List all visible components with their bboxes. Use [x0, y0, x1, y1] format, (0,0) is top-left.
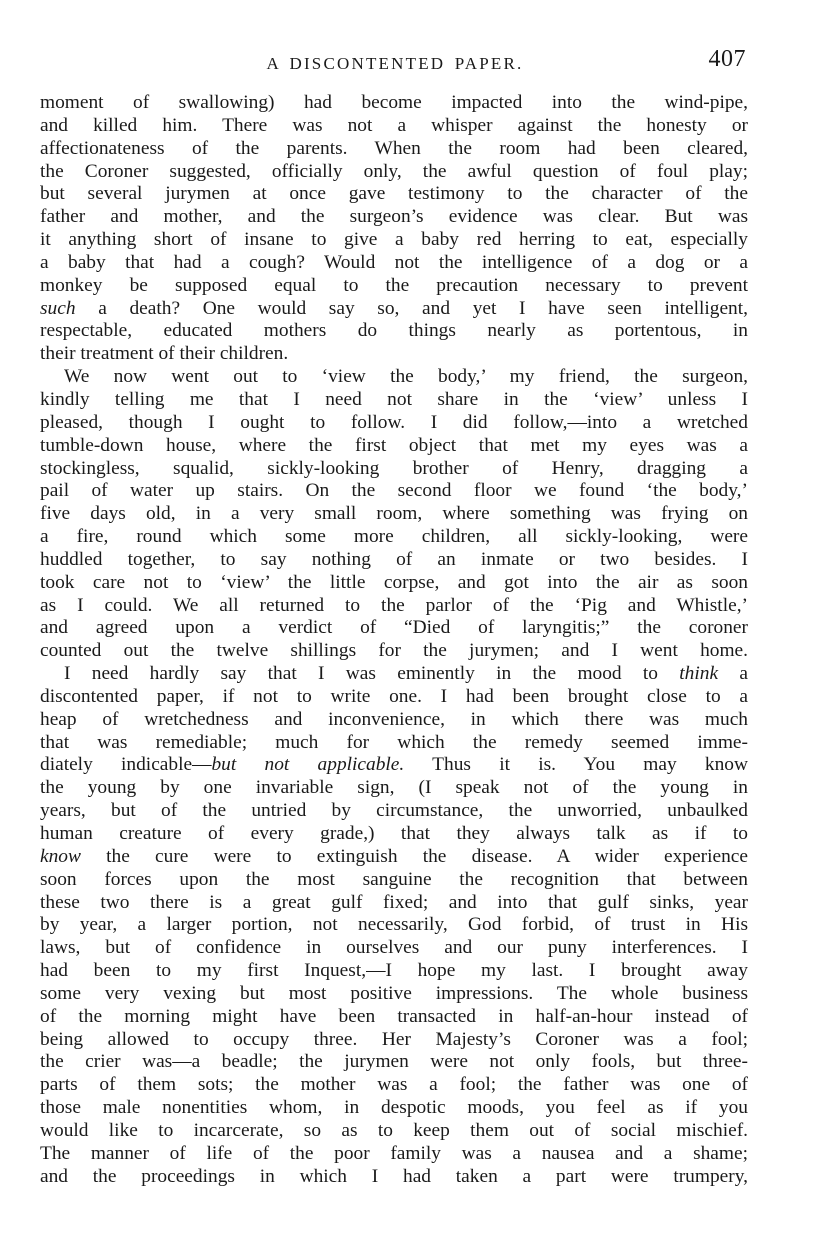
text-line: affectionateness of the parents. When the room had been cleared,	[40, 137, 748, 159]
italic-text: know	[40, 845, 81, 867]
text-line: the crier was—a beadle; the jurymen were not only fools, but three-	[40, 1051, 748, 1073]
text-line: monkey be supposed equal to the precaution necessary to prevent	[40, 274, 748, 296]
text-line: counted out the twelve shillings for the jurymen; and I went home.	[40, 640, 748, 662]
text-segment: a death? One would say so, and yet I have seen intelligent,	[75, 297, 748, 319]
text-line: that was remediable; much for which the remedy seemed imme-	[40, 731, 748, 753]
text-line: and agreed upon a verdict of “Died of laryngitis;” the coroner	[40, 617, 748, 639]
text-line: pleased, though I ought to follow. I did follow,—into a wretched	[40, 411, 748, 433]
text-line: father and mother, and the surgeon’s evidence was clear. But was	[40, 206, 748, 228]
text-line	[40, 298, 748, 321]
text-line: being allowed to occupy three. Her Majesty’s Coroner was a fool;	[40, 1028, 748, 1050]
text-line: a baby that had a cough? Would not the intelligence of a dog or a	[40, 251, 748, 273]
text-line: as I could. We all returned to the parlor of the ‘Pig and Whistle,’	[40, 594, 748, 616]
text-line	[40, 663, 748, 686]
page-number: 407	[708, 46, 746, 72]
text-line: of the morning might have been transacted in half-an-hour instead of	[40, 1005, 748, 1027]
text-line: and the proceedings in which I had taken a part were trumpery,	[40, 1165, 748, 1187]
italic-text: such	[40, 297, 76, 319]
text-line	[40, 754, 748, 777]
text-line: years, but of the untried by circumstance, the unworried, unbaulked	[40, 800, 748, 822]
text-segment: Thus it is. You may know	[404, 754, 749, 776]
text-line: those male nonentities whom, in despotic moods, you feel as if you	[40, 1097, 748, 1119]
text-line: took care not to ‘view’ the little corpse, and got into the air as soon	[40, 571, 748, 593]
text-line: laws, but of confidence in ourselves and our puny interferences. I	[40, 937, 748, 959]
text-segment: I need hardly say that I was eminently in the mood to	[64, 663, 680, 685]
italic-text: think	[679, 663, 719, 685]
text-line: pail of water up stairs. On the second floor we found ‘the body,’	[40, 480, 748, 502]
text-line: soon forces upon the most sanguine the recognition that between	[40, 868, 748, 890]
text-segment: diately indicable—	[40, 754, 212, 776]
text-line: The manner of life of the poor family was a nausea and a shame;	[40, 1142, 748, 1164]
text-line: heap of wretchedness and inconvenience, in which there was much	[40, 708, 748, 730]
text-line: would like to incarcerate, so as to keep them out of social mischief.	[40, 1119, 748, 1141]
text-line: but several jurymen at once gave testimony to the character of the	[40, 183, 748, 205]
italic-text: but not applicable.	[211, 754, 405, 776]
text-segment: a	[718, 663, 748, 685]
text-line: and killed him. There was not a whisper against the honesty or	[40, 114, 748, 136]
text-line: huddled together, to say nothing of an inmate or two besides. I	[40, 548, 748, 570]
running-head	[40, 46, 750, 80]
text-line: tumble-down house, where the first object that met my eyes was a	[40, 434, 748, 456]
text-line: some very vexing but most positive impressions. The whole business	[40, 982, 748, 1004]
text-segment: the cure were to extinguish the disease. A wider experience	[80, 845, 748, 867]
body-text	[40, 92, 748, 1189]
text-line: human creature of every grade,) that they always talk as if to	[40, 823, 748, 844]
text-line: moment of swallowing) had become impacted into the wind-pipe,	[40, 92, 748, 113]
text-line: these two there is a great gulf fixed; and into that gulf sinks, year	[40, 891, 748, 913]
running-title: A DISCONTENTED PAPER.	[266, 54, 524, 73]
text-line: by year, a larger portion, not necessarily, God forbid, of trust in His	[40, 914, 748, 936]
text-line: a fire, round which some more children, all sickly-looking, were	[40, 526, 748, 548]
text-line: the Coroner suggested, officially only, the awful question of foul play;	[40, 160, 748, 182]
text-line: five days old, in a very small room, where something was frying on	[40, 503, 748, 525]
text-line: parts of them sots; the mother was a fool; the father was one of	[40, 1074, 748, 1096]
text-line: the young by one invariable sign, (I speak not of the young in	[40, 777, 748, 799]
text-line	[40, 846, 748, 869]
text-line: their treatment of their children.	[40, 343, 289, 365]
text-line: stockingless, squalid, sickly-looking brother of Henry, dragging a	[40, 457, 748, 479]
text-line: had been to my first Inquest,—I hope my last. I brought away	[40, 960, 748, 982]
text-line: discontented paper, if not to write one. I had been brought close to a	[40, 685, 748, 707]
text-line: it anything short of insane to give a baby red herring to eat, especially	[40, 229, 748, 251]
text-line: kindly telling me that I need not share in the ‘view’ unless I	[40, 388, 748, 410]
text-line: We now went out to ‘view the body,’ my friend, the surgeon,	[64, 366, 748, 388]
text-line: respectable, educated mothers do things nearly as portentous, in	[40, 320, 748, 342]
